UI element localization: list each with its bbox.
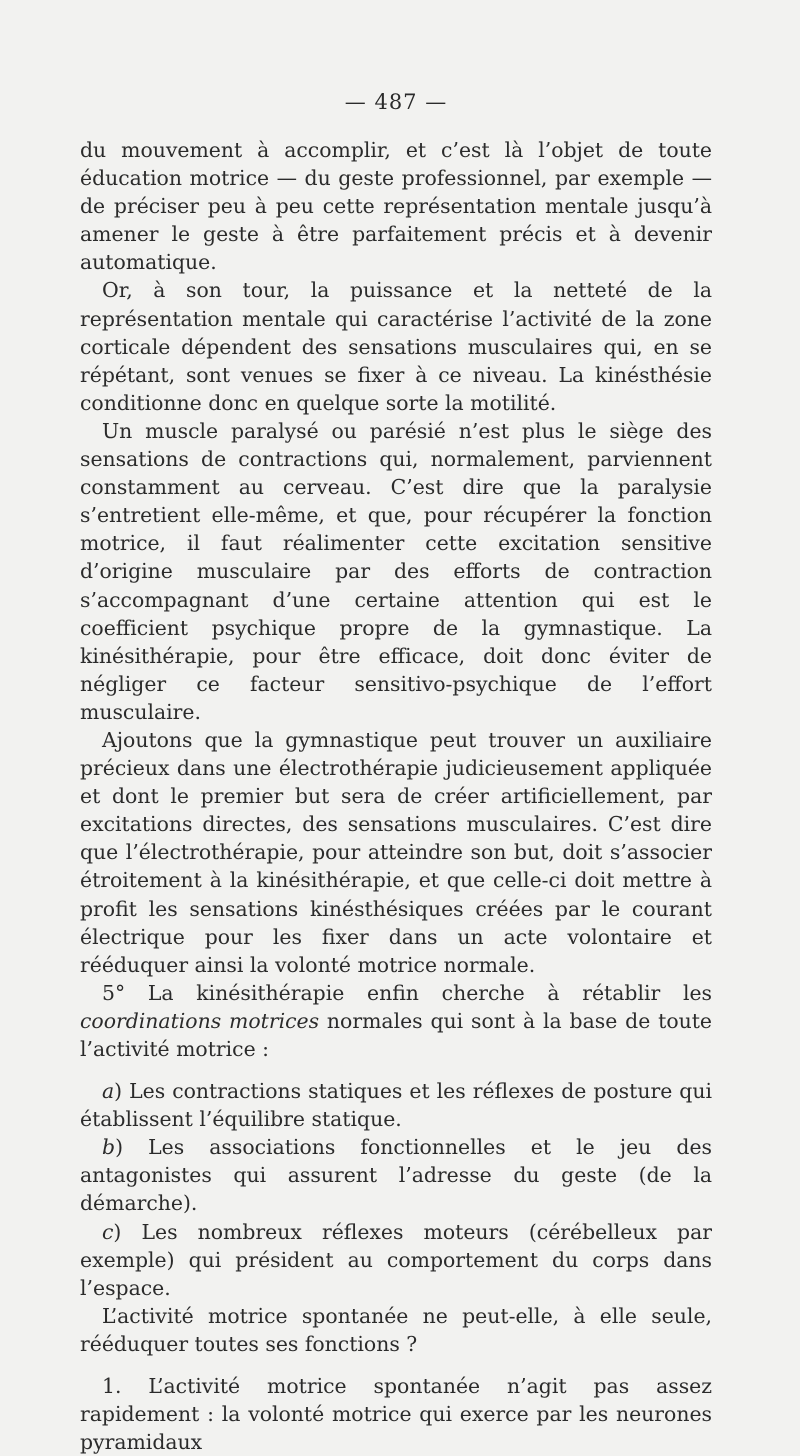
paragraph-2: Or, à son tour, la puissance et la netteté de la représentation mentale qui caractérise l’activité de la zone corticale dépendent des sensations musculaires qui, en se répétant, sont venues se fixer à ce niveau. La kinésthésie conditionne donc en quelque sorte la motilité. [80, 278, 712, 415]
paragraph-5-italic: coordinations motrices [80, 1008, 320, 1033]
paragraph-1: du mouvement à accomplir, et c’est là l’objet de toute éducation motrice — du geste professionnel, par exemple — de préciser peu à peu cette représentation mentale jusqu’à amener le geste à être parfaitement précis et à devenir automatique. [80, 138, 712, 275]
list-item-b-label: b [102, 1135, 116, 1160]
document-page [80, 88, 712, 1456]
paragraph-5-start: 5° La kinésithérapie enfin cherche à rétablir les [102, 980, 712, 1005]
paragraph-6: L’activité motrice spontanée ne peut-elle, à elle seule, rééduquer toutes ses fonctions ? [80, 1303, 712, 1356]
list-item-a-label: a [102, 1079, 115, 1104]
list-item-c [80, 1218, 712, 1302]
paragraph-4: Ajoutons que la gymnastique peut trouver un auxiliaire précieux dans une électrothérapie judicieusement appliquée et dont le premier but sera de créer artificiellement, par excitations directes, des sensations musculaires. C’est dire que l’électrothérapie, pour atteindre son but, doit s’associer étroitement à la kinésithérapie, et que celle-ci doit mettre à profit les sensations kinésthésiques créées par le courant électrique pour les fixer dans un acte volontaire et rééduquer ainsi la volonté motrice normale. [80, 727, 712, 977]
page-number: — 487 — [344, 90, 448, 114]
paragraph-5-end: normales qui sont à la base de toute l’activité motrice : [80, 1008, 712, 1061]
list-item-a-text: ) Les contractions statiques et les réflexes de posture qui établissent l’équilibre statique. [80, 1079, 712, 1132]
list-item-c-text: ) Les nombreux réflexes moteurs (cérébelleux par exemple) qui président au comportement du corps dans l’espace. [80, 1219, 712, 1300]
list-item-b [80, 1133, 712, 1217]
list-item-c-label: c [102, 1219, 114, 1244]
list-item-a [80, 1077, 712, 1133]
list-item-b-text: ) Les associations fonctionnelles et le jeu des antagonistes qui assurent l’adresse du geste (de la démarche). [80, 1135, 712, 1216]
paragraph-5 [80, 979, 712, 1063]
footnote: 1. L’activité motrice spontanée n’agit pas assez rapidement : la volonté motrice qui exerce par les neurones pyramidaux [80, 1374, 712, 1455]
paragraph-3: Un muscle paralysé ou parésié n’est plus le siège des sensations de contractions qui, normalement, parviennent constamment au cerveau. C’est dire que la paralysie s’entretient elle-même, et que, pour récupérer la fonction motrice, il faut réalimenter cette excitation sensitive d’origine musculaire par des efforts de contraction s’accompagnant d’une certaine attention qui est le coefficient psychique propre de la gymnastique. La kinésithérapie, pour être efficace, doit donc éviter de négliger ce facteur sensitivo-psychique de l’effort musculaire. [80, 418, 712, 724]
